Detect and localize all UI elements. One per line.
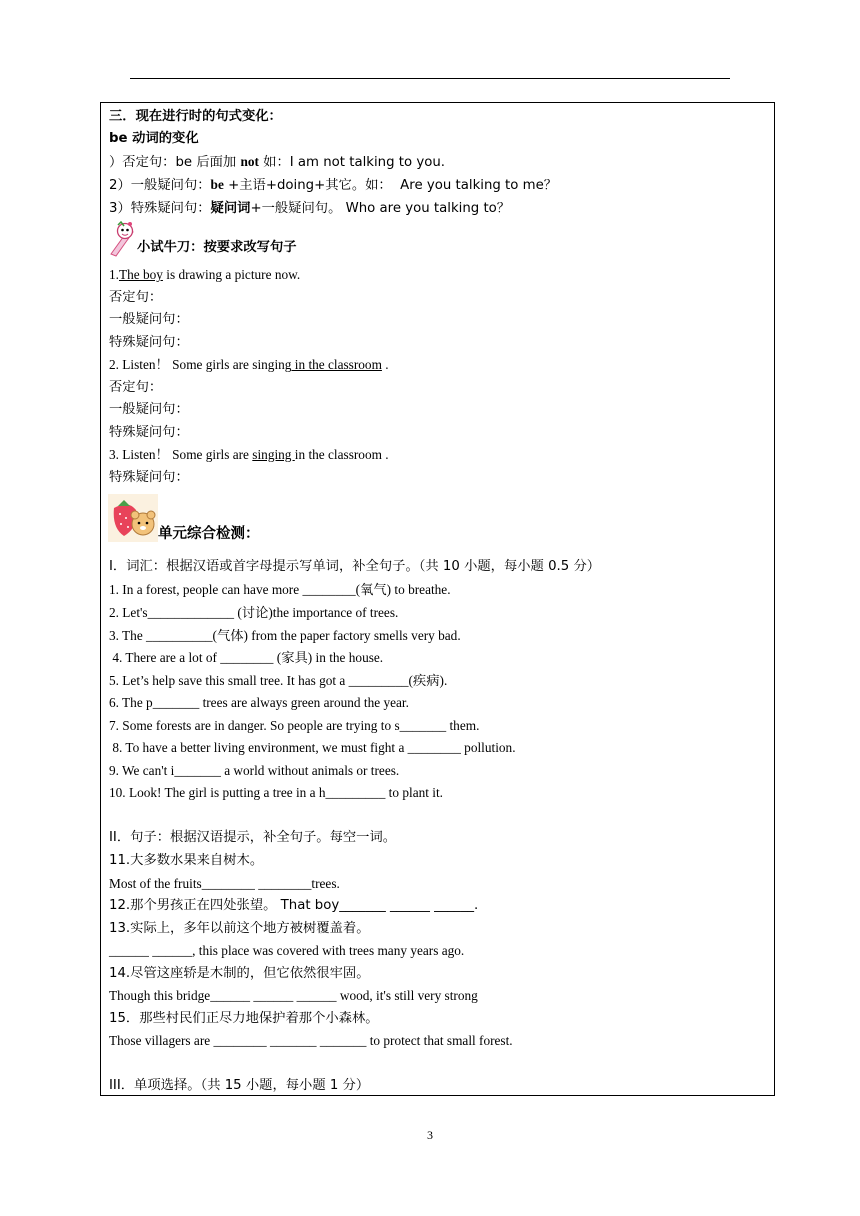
header-rule: [130, 78, 730, 79]
sentence-13-en: ______ ______, this place was covered with trees many years ago.: [109, 943, 465, 958]
vocab-item-8: 8. To have a better living environment, we must fight a ________ pollution.: [109, 740, 516, 755]
s2-rest: .: [381, 357, 389, 372]
sentence-12: 12.那个男孩正在四处张望。 That boy_______ ______ ______.: [109, 898, 479, 913]
rule-negative-keyword: not: [240, 154, 259, 169]
s1-rest: is drawing a picture now.: [162, 267, 301, 282]
s2-underlined: in the classroom: [291, 357, 382, 372]
rule-negative-example: 如：I am not talking to you.: [258, 155, 446, 170]
rule-negative-text: ）否定句：be 后面加: [109, 155, 241, 170]
sentence-15-en: Those villagers are ________ _______ _______ to protect that small forest.: [109, 1033, 513, 1048]
pencil-character-icon: [108, 221, 136, 257]
rule-yn-keyword: be: [210, 177, 224, 192]
vocab-item-6: 6. The p_______ trees are always green around the year.: [109, 695, 409, 710]
s1-number: 1.: [109, 267, 119, 282]
sentence-13-cn: 13.实际上，多年以前这个地方被树覆盖着。: [109, 921, 370, 936]
rule-wh-question: [109, 199, 510, 218]
s1-underlined: The boy: [118, 267, 163, 282]
practice-sentence-3: [109, 446, 389, 464]
s2-wh-label: 特殊疑问句：: [109, 425, 189, 440]
practice-sentence-2: [109, 356, 389, 374]
s3-underlined: singing: [252, 447, 295, 462]
s3-rest: in the classroom .: [294, 447, 389, 462]
rule-yes-no-question: [109, 176, 557, 195]
rule-wh-keyword: 疑问词: [210, 201, 251, 216]
sentence-11-en: Most of the fruits________ ________trees.: [109, 876, 340, 891]
sentence-14-cn: 14.尽管这座轿是木制的，但它依然很牢固。: [109, 966, 370, 981]
s3-wh-label: 特殊疑问句：: [109, 470, 189, 485]
vocab-item-5: 5. Let’s help save this small tree. It has got a _________(疾病).: [109, 673, 448, 688]
vocab-item-7: 7. Some forests are in danger. So people are trying to s_______ them.: [109, 718, 480, 733]
section-3-header: III．单项选择。（共 15 小题，每小题 1 分）: [109, 1078, 370, 1093]
s3-start: 3. Listen！ Some girls are: [109, 447, 253, 462]
s2-start: 2. Listen！ Some girls are singing: [109, 357, 292, 372]
strawberry-bear-icon: [108, 494, 158, 542]
grammar-subheading: be 动词的变化: [109, 131, 199, 146]
vocab-item-10: 10. Look! The girl is putting a tree in a h_________ to plant it.: [109, 785, 443, 800]
rule-wh-text: 3）特殊疑问句：: [109, 201, 211, 216]
sentence-11-cn: 11.大多数水果来自树木。: [109, 853, 264, 868]
s1-wh-label: 特殊疑问句：: [109, 335, 189, 350]
page-number: 3: [427, 1128, 433, 1142]
sentence-15-cn: 15．那些村民们正尽力地保护着那个小森林。: [109, 1011, 379, 1026]
s2-negative-label: 否定句：: [109, 380, 163, 395]
vocab-item-1: 1. In a forest, people can have more ________(氧气) to breathe.: [109, 582, 451, 597]
vocab-item-9: 9. We can't i_______ a world without animals or trees.: [109, 763, 400, 778]
section-2-header: II．句子：根据汉语提示，补全句子。每空一词。: [109, 830, 397, 845]
sentence-14-en: Though this bridge______ ______ ______ wood, it's still very strong: [109, 988, 478, 1003]
s2-yn-label: 一般疑问句：: [109, 402, 189, 417]
unit-test-title: 单元综合检测：: [158, 526, 260, 542]
grammar-heading: 三．现在进行时的句式变化：: [109, 109, 282, 124]
vocab-item-4: 4. There are a lot of ________ (家具) in the house.: [109, 650, 384, 665]
s1-yn-label: 一般疑问句：: [109, 312, 189, 327]
vocab-item-3: 3. The __________(气体) from the paper factory smells very bad.: [109, 628, 461, 643]
rule-negative: [109, 153, 445, 172]
s1-negative-label: 否定句：: [109, 290, 163, 305]
rule-wh-example: +一般疑问句。 Who are you talking to？: [250, 201, 511, 216]
rule-yn-example: +主语+doing+其它。如： Are you talking to me？: [223, 178, 558, 193]
rule-yn-text: 2）一般疑问句：: [109, 178, 211, 193]
vocab-item-2: 2. Let's_____________ (讨论)the importance of trees.: [109, 605, 399, 620]
section-1-header: I．词汇：根据汉语或首字母提示写单词，补全句子。（共 10 小题，每小题 0.5 分）: [109, 559, 601, 574]
practice-title: 小试牛刀：按要求改写句子: [137, 240, 297, 255]
practice-sentence-1: [109, 266, 300, 284]
